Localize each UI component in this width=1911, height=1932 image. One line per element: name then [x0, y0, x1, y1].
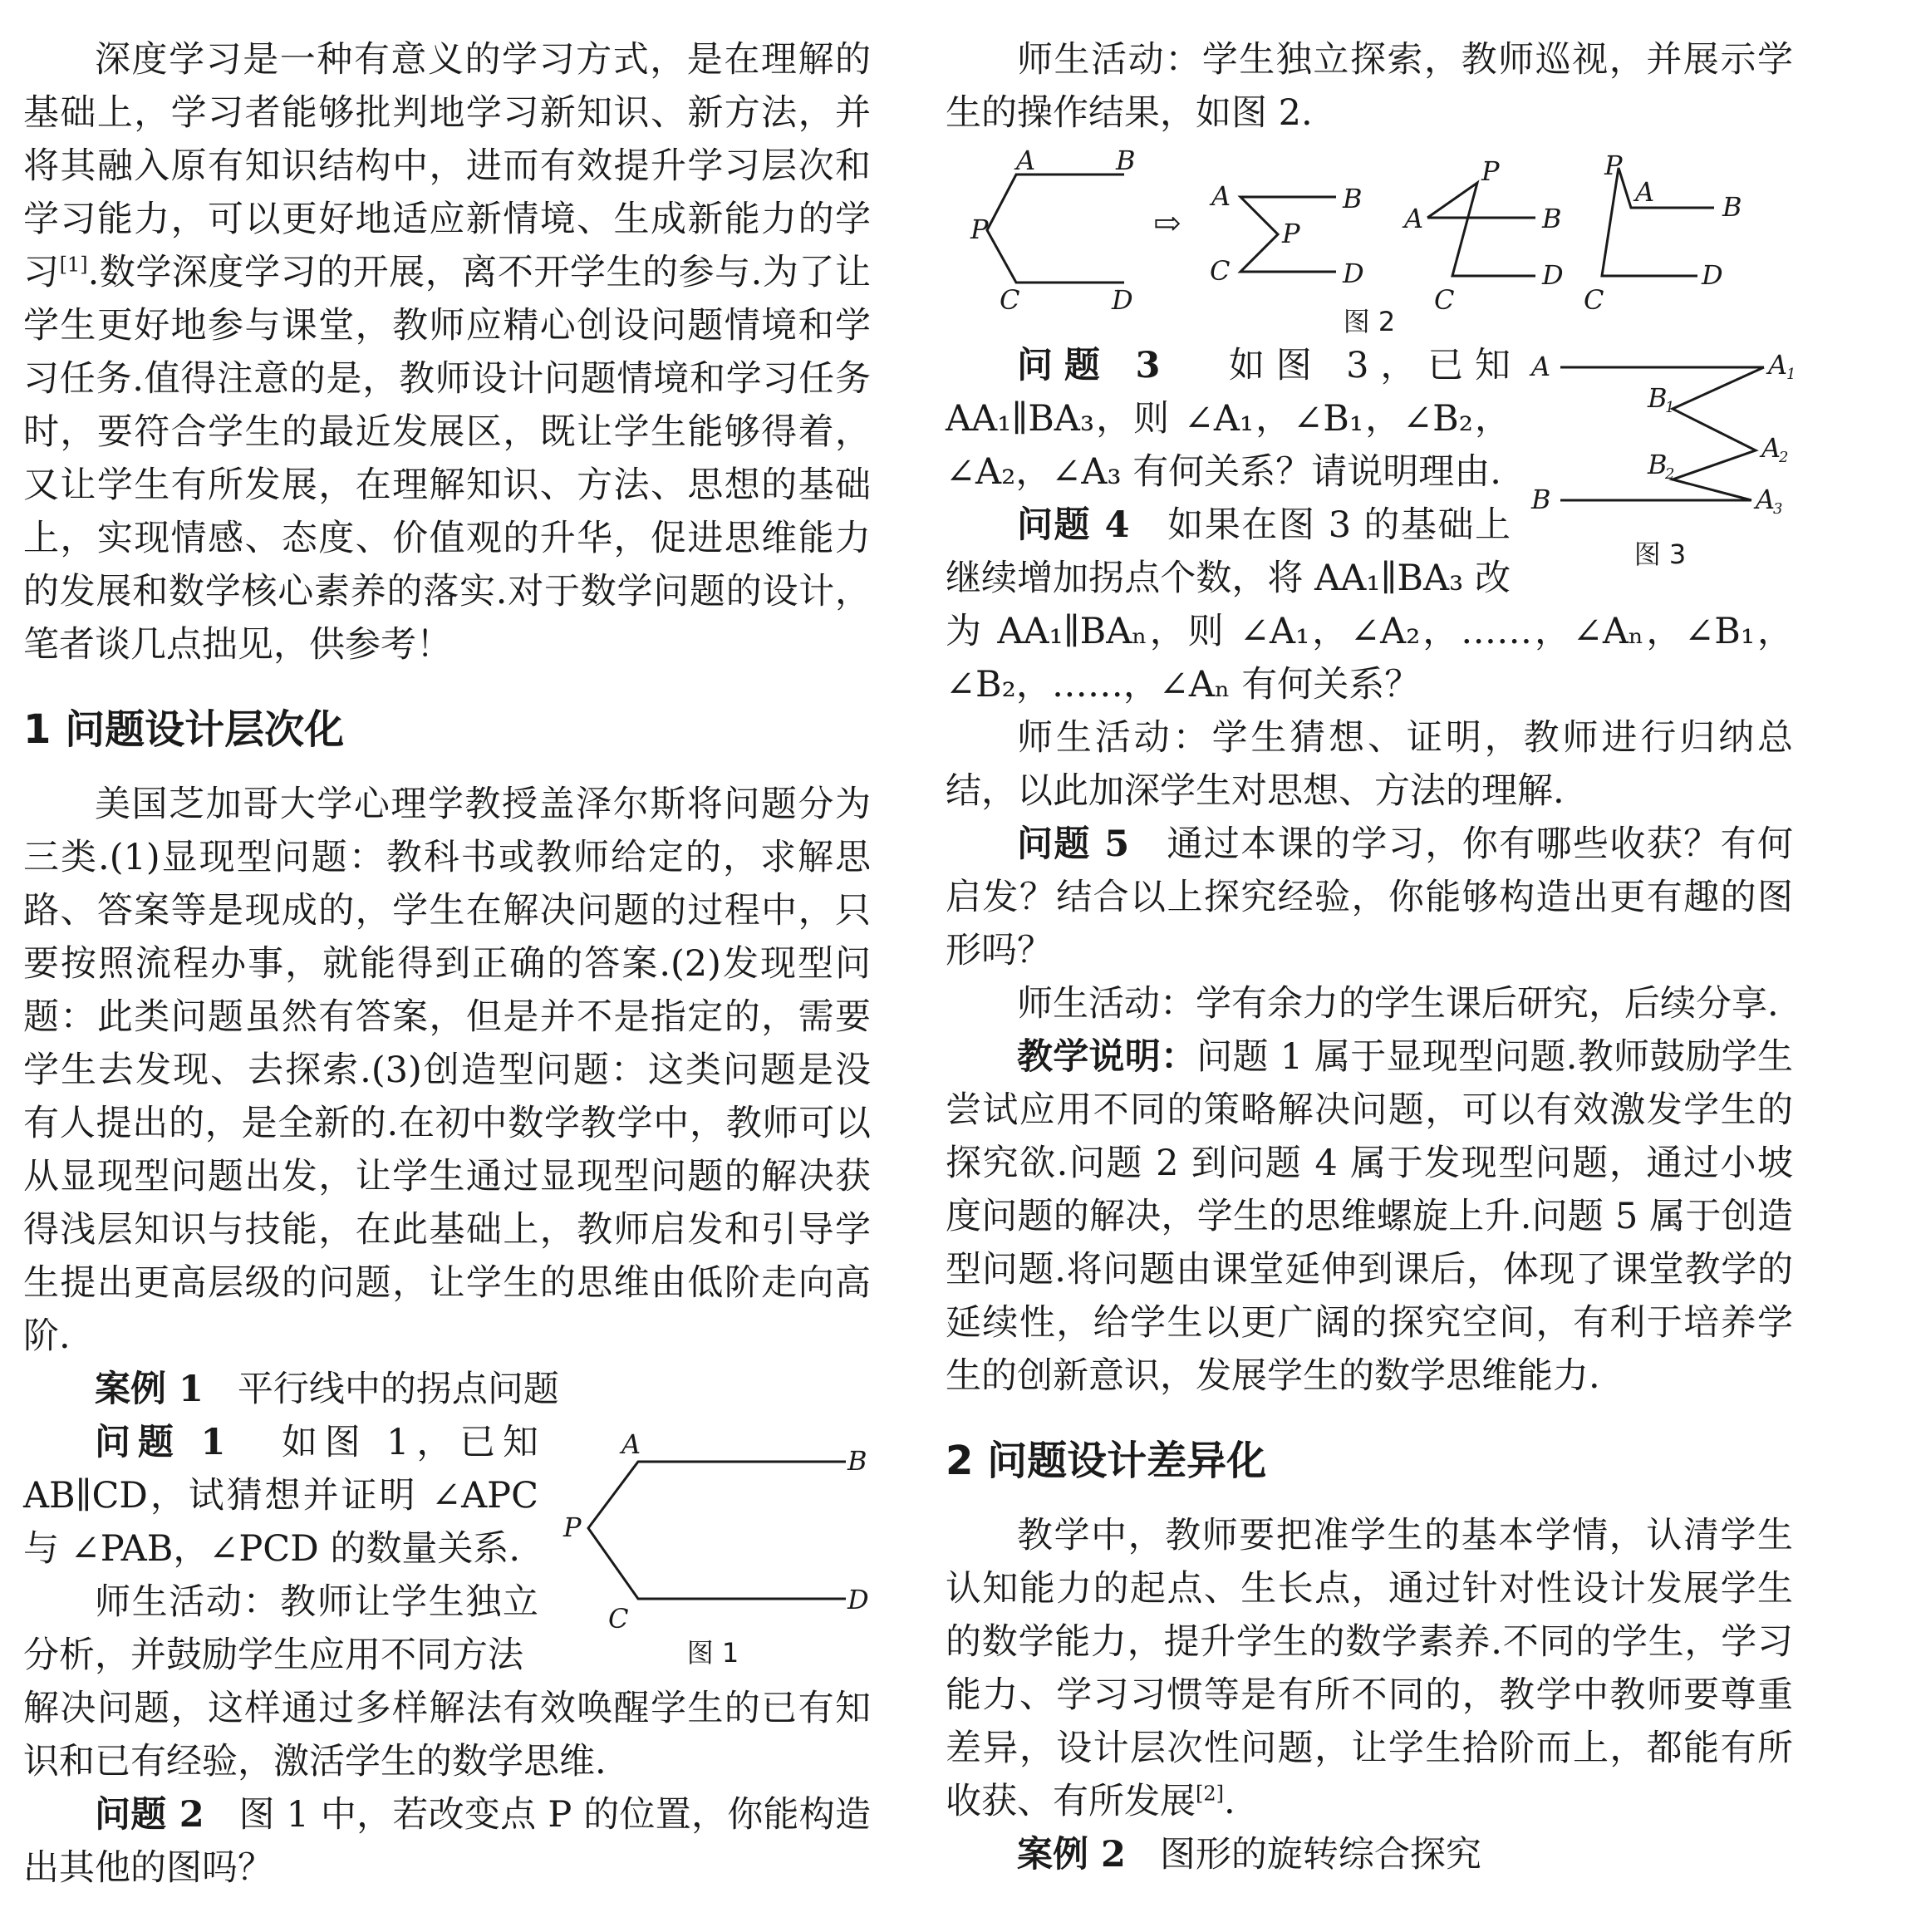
svg-text:B: B — [1722, 191, 1742, 223]
svg-text:B: B — [1116, 145, 1136, 176]
svg-text:A: A — [1531, 351, 1551, 382]
teaching-note-text: 问题 1 属于显现型问题.教师鼓励学生尝试应用不同的策略解决问题，可以有效激发学生的探究欲.问题 2 到问题 4 属于发现型问题，通过小坡度问题的解决，学生的思维螺旋上升.问题 5 属于创造型问题.将问题由课堂延伸到课后，体现了课堂教学的延续性，给学生以更广阔的探究空间，有利于培养学生的创新意识，发展学生的数学思维能力. — [946, 1036, 1793, 1397]
figure-3 — [1527, 349, 1796, 572]
case-2-label: 案例 2 — [1017, 1834, 1126, 1875]
svg-text:3: 3 — [1773, 500, 1783, 518]
svg-text:P: P — [1282, 218, 1300, 249]
svg-text:A: A — [1761, 432, 1781, 464]
question-5-label: 问题 5 — [1017, 823, 1130, 865]
figure-3-diagram — [1527, 349, 1796, 533]
activity-5: 师生活动：学有余力的学生课后研究，后续分享. — [1017, 983, 1779, 1025]
svg-text:B: B — [1542, 203, 1562, 234]
question-1-label: 问题 1 — [95, 1422, 226, 1463]
activity-1-continued: 解决问题，这样通过多样解法有效唤醒学生的已有知识和已有经验，激活学生的数学思维. — [23, 1688, 871, 1782]
svg-text:C: C — [1584, 284, 1604, 316]
fig2-shape-1 — [987, 175, 1124, 283]
svg-text:D: D — [1702, 259, 1723, 291]
svg-text:B: B — [1343, 183, 1363, 214]
figure-1 — [555, 1424, 871, 1670]
section-2-heading: 2 问题设计差异化 — [946, 1438, 1267, 1484]
figure-2-diagram — [946, 145, 1793, 316]
question-3-text: 如图 3，已知 AA₁∥BA₃，则 ∠A₁，∠B₁，∠B₂，∠A₂，∠A₃ 有何关系？请说明理由. — [946, 345, 1511, 493]
svg-text:2: 2 — [1779, 449, 1789, 466]
intro-text: 深度学习是一种有意义的学习方式，是在理解的基础上，学习者能够批判地学习新知识、新方法，并将其融入原有知识结构中，进而有效提升学习层次和学习能力，可以更好地适应新情境、生成新能力的学习 — [23, 39, 871, 293]
question-1-text: 如图 1，已知 AB∥CD，试猜想并证明 ∠APC 与 ∠PAB，∠PCD 的数量关系. — [23, 1422, 538, 1570]
right-column — [946, 33, 1796, 1881]
left-column — [23, 33, 871, 1895]
svg-text:C: C — [1000, 284, 1020, 316]
svg-text:A: A — [1635, 176, 1655, 208]
svg-text:2: 2 — [1665, 465, 1675, 483]
svg-text:A: A — [1211, 180, 1231, 212]
svg-text:B: B — [1648, 449, 1668, 480]
question-4-label: 问题 4 — [1017, 504, 1130, 546]
intro-text-rest: .数学深度学习的开展，离不开学生的参与.为了让学生更好地参与课堂，教师应精心创设问题情境和学习任务.值得注意的是，教师设计问题情境和学习任务时，要符合学生的最近发展区，既让学生能够得着，又让学生有所发展，在理解知识、方法、思想的基础上，实现情感、态度、价值观的升华，促进思维能力的发展和数学核心素养的落实.对于数学问题的设计，笔者谈几点拙见，供参考！ — [23, 252, 872, 666]
fig1-label-D: D — [847, 1584, 869, 1615]
fig1-label-C: C — [608, 1603, 629, 1635]
activity-4: 师生活动：学生猜想、证明，教师进行归纳总结，以此加深学生对思想、方法的理解. — [946, 717, 1793, 812]
case-1-line — [23, 1363, 871, 1416]
svg-text:P: P — [1481, 155, 1500, 187]
fig1-label-B: B — [847, 1445, 867, 1477]
fig1-label-A: A — [621, 1428, 641, 1460]
section-2-end: . — [1224, 1781, 1236, 1822]
fig1-label-P: P — [563, 1512, 582, 1543]
svg-text:A: A — [1756, 484, 1776, 515]
case-2-line — [946, 1828, 1793, 1881]
svg-text:1: 1 — [1665, 399, 1675, 416]
question-5 — [946, 818, 1793, 977]
citation-1: [1] — [59, 253, 88, 277]
svg-text:B: B — [1531, 484, 1551, 515]
figure-1-diagram — [555, 1424, 871, 1635]
teaching-note — [946, 1030, 1793, 1403]
question-5-text: 通过本课的学习，你有哪些收获？有何启发？结合以上探究经验，你能够构造出更有趣的图形吗？ — [946, 823, 1794, 971]
citation-2: [2] — [1196, 1782, 1224, 1806]
case-1-label: 案例 1 — [95, 1369, 204, 1410]
question-4-text: 如果在图 3 的基础上继续增加拐点个数，将 AA₁∥BA₃ 改为 AA₁∥BAₙ，则 ∠A₁，∠A₂，……，∠Aₙ，∠B₁，∠B₂，……，∠Aₙ 有何关系？ — [946, 504, 1793, 705]
case-2-title: 图形的旋转综合探究 — [1159, 1834, 1481, 1875]
activity-1: 师生活动：教师让学生独立分析，并鼓励学生应用不同方法 — [23, 1581, 538, 1676]
figure-1-lines — [588, 1462, 846, 1599]
fig2-shape-4 — [1602, 168, 1714, 276]
fig2-shape-3b — [1427, 183, 1535, 276]
svg-text:P: P — [970, 214, 989, 245]
svg-text:D: D — [1343, 258, 1364, 289]
intro-paragraph — [23, 33, 871, 671]
teaching-note-label: 教学说明： — [1017, 1036, 1197, 1078]
svg-text:A: A — [1016, 145, 1036, 176]
question-2 — [23, 1788, 871, 1895]
svg-text:1: 1 — [1786, 366, 1796, 383]
svg-text:A: A — [1404, 203, 1424, 234]
section-1-paragraph: 美国芝加哥大学心理学教授盖泽尔斯将问题分为三类.(1)显现型问题：教科书或教师给定的，求解思路、答案等是现成的，学生在解决问题的过程中，只要按照流程办事，就能得到正确的答案.(2)发现型问题：此类问题虽然有答案，但是并不是指定的，需要学生去发现、去探索.(3)创造型问题：这类问题是没有人提出的，是全新的.在初中数学教学中，教师可以从显现型问题出发，让学生通过显现型问题的解决获得浅层知识与技能，在此基础上，教师启发和引导学生提出更高层级的问题，让学生的思维由低阶走向高阶. — [23, 784, 871, 1357]
svg-text:P: P — [1604, 150, 1623, 181]
svg-text:D: D — [1542, 259, 1564, 291]
figure-3-caption: 图 3 — [1633, 538, 1687, 570]
fig2-arrow: ⇨ — [1153, 204, 1181, 243]
question-2-label: 问题 2 — [95, 1794, 204, 1836]
question-3-label: 问题 3 — [1017, 345, 1161, 386]
section-1-heading: 1 问题设计层次化 — [23, 706, 345, 753]
section-2-paragraph — [946, 1509, 1793, 1828]
svg-text:B: B — [1648, 382, 1668, 414]
fig3-zigzag — [1673, 367, 1764, 500]
question-2-text: 图 1 中，若改变点 P 的位置，你能构造出其他的图吗？ — [23, 1794, 871, 1889]
activity-2: 师生活动：学生独立探索，教师巡视，并展示学生的操作结果，如图 2. — [946, 39, 1793, 134]
section-2-text: 教学中，教师要把准学生的基本学情，认清学生认知能力的起点、生长点，通过针对性设计发展学生的数学能力，提升学生的数学素养.不同的学生，学习能力、学习习惯等是有所不同的，教学中教师要尊重差异，设计层次性问题，让学生拾阶而上，都能有所收获、有所发展 — [946, 1515, 1793, 1822]
svg-text:A: A — [1768, 349, 1788, 381]
svg-text:C: C — [1434, 284, 1455, 316]
figure-2-caption: 图 2 — [1343, 306, 1396, 337]
figure-2 — [946, 145, 1793, 339]
svg-text:D: D — [1112, 284, 1133, 316]
figure-1-caption: 图 1 — [686, 1637, 739, 1669]
svg-text:C: C — [1210, 255, 1231, 287]
case-1-title: 平行线中的拐点问题 — [237, 1369, 559, 1410]
